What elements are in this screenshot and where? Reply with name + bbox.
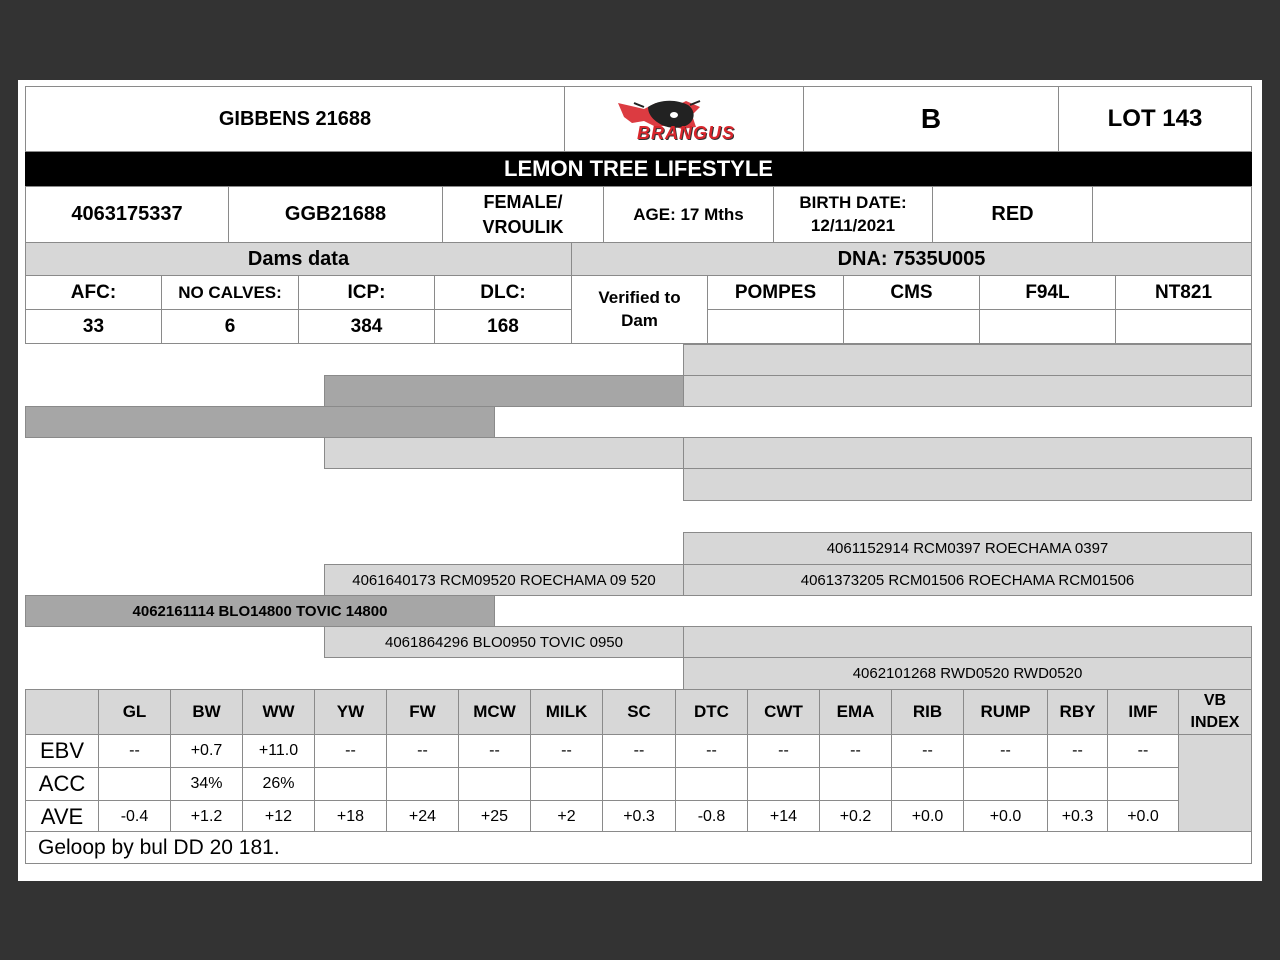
no-calves-value: 6 [161,309,299,344]
ebv-col-sc: SC [602,689,676,735]
ebv-acc-gl [98,767,171,801]
grade: B [803,86,1059,152]
ebv-ave-sc: +0.3 [602,800,676,834]
ebv-corner-cell [25,689,99,735]
pedigree-dam-dam: 4061864296 BLO0950 TOVIC 0950 [324,626,684,658]
ebv-acc-rump [963,767,1048,801]
extra-cell [1092,186,1252,243]
pedigree-dam-sire-dam: 4061373205 RCM01506 ROECHAMA RCM01506 [683,564,1252,596]
ebv-acc-bw: 34% [170,767,243,801]
ebv-ave-rby: +0.3 [1047,800,1108,834]
ebv-ebv-rby: -- [1047,734,1108,768]
age: AGE: 17 Mths [603,186,774,243]
pedigree-sire [25,406,495,438]
ebv-ave-yw: +18 [314,800,387,834]
logo-text: BRANGUS [637,123,736,143]
ebv-ave-imf: +0.0 [1107,800,1179,834]
ebv-ebv-yw: -- [314,734,387,768]
ebv-ave-ema: +0.2 [819,800,892,834]
pedigree-dam: 4062161114 BLO14800 TOVIC 14800 [25,595,495,627]
pedigree-sire-sire [324,375,684,407]
pedigree-dam-dam-sire [683,626,1252,658]
ebv-col-cwt: CWT [747,689,820,735]
ebv-ave-fw: +24 [386,800,459,834]
ebv-ebv-sc: -- [602,734,676,768]
icp-label: ICP: [298,275,435,310]
ebv-ave-rib: +0.0 [891,800,964,834]
lot-title: LEMON TREE LIFESTYLE [25,152,1252,186]
dlc-label: DLC: [434,275,572,310]
pedigree-sire-dam [324,437,684,469]
ebv-ave-milk: +2 [530,800,603,834]
pedigree-dam-sire-sire: 4061152914 RCM0397 ROECHAMA 0397 [683,532,1252,565]
dna-title: DNA: 7535U005 [571,242,1252,276]
pedigree-sire-dam-dam [683,468,1252,501]
ebv-ebv-cwt: -- [747,734,820,768]
id-number: 4063175337 [25,186,229,243]
ebv-acc-fw [386,767,459,801]
ebv-col-bw: BW [170,689,243,735]
afc-value: 33 [25,309,162,344]
ebv-col-milk: MILK [530,689,603,735]
ebv-col-rib: RIB [891,689,964,735]
result-cms [843,309,980,344]
no-calves-label: NO CALVES: [161,275,299,310]
animal-name: GIBBENS 21688 [25,86,565,152]
vb-index-value [1178,734,1252,834]
ebv-row-label-acc: ACC [25,767,99,801]
ebv-ebv-ww: +11.0 [242,734,315,768]
colour: RED [932,186,1093,243]
ebv-col-mcw: MCW [458,689,531,735]
ebv-acc-rby [1047,767,1108,801]
birth-date-cell [773,186,933,243]
pedigree-dam-dam-dam: 4062101268 RWD0520 RWD0520 [683,657,1252,690]
ebv-row-label-ebv: EBV [25,734,99,768]
ebv-acc-imf [1107,767,1179,801]
test-nt821: NT821 [1115,275,1252,310]
ebv-col-ww: WW [242,689,315,735]
ebv-acc-milk [530,767,603,801]
pedigree-dam-sire: 4061640173 RCM09520 ROECHAMA 09 520 [324,564,684,596]
verified-line1: Verified to [598,287,681,307]
sex-cell [442,186,604,243]
pedigree-sire-dam-sire [683,437,1252,469]
vb-index-header [1178,689,1252,735]
ebv-ave-cwt: +14 [747,800,820,834]
ebv-ebv-mcw: -- [458,734,531,768]
test-pompes: POMPES [707,275,844,310]
ebv-ave-mcw: +25 [458,800,531,834]
pedigree-sire-sire-dam [683,375,1252,407]
lot-number: LOT 143 [1058,86,1252,152]
ebv-ebv-bw: +0.7 [170,734,243,768]
ebv-acc-yw [314,767,387,801]
ebv-col-ema: EMA [819,689,892,735]
animal-code: GGB21688 [228,186,443,243]
ebv-ebv-dtc: -- [675,734,748,768]
verified-to-dam [571,275,708,344]
sex-line2: VROULIK [482,216,564,237]
dams-data-title: Dams data [25,242,572,276]
ebv-col-imf: IMF [1107,689,1179,735]
birth-date-value: 12/11/2021 [810,215,896,235]
ebv-ave-bw: +1.2 [170,800,243,834]
ebv-acc-sc [602,767,676,801]
ebv-acc-dtc [675,767,748,801]
ebv-ebv-milk: -- [530,734,603,768]
ebv-acc-mcw [458,767,531,801]
vb-index-line1: VB [1203,692,1227,710]
ebv-acc-rib [891,767,964,801]
ebv-row-label-ave: AVE [25,800,99,834]
sex-line1: FEMALE/ [483,192,563,213]
ebv-col-rump: RUMP [963,689,1048,735]
ebv-col-dtc: DTC [675,689,748,735]
result-f94l [979,309,1116,344]
ebv-acc-cwt [747,767,820,801]
ebv-col-gl: GL [98,689,171,735]
result-pompes [707,309,844,344]
ebv-acc-ema [819,767,892,801]
test-cms: CMS [843,275,980,310]
dlc-value: 168 [434,309,572,344]
verified-line2: Dam [621,310,658,330]
ebv-ave-dtc: -0.8 [675,800,748,834]
result-nt821 [1115,309,1252,344]
icp-value: 384 [298,309,435,344]
ebv-ave-gl: -0.4 [98,800,171,834]
ebv-ebv-rump: -- [963,734,1048,768]
ebv-col-fw: FW [386,689,459,735]
ebv-ebv-rib: -- [891,734,964,768]
pedigree-sire-sire-sire [683,344,1252,376]
test-f94l: F94L [979,275,1116,310]
ebv-ebv-ema: -- [819,734,892,768]
note: Geloop by bul DD 20 181. [25,831,1252,864]
vb-index-line2: INDEX [1190,714,1240,731]
afc-label: AFC: [25,275,162,310]
brangus-logo [564,86,804,152]
ebv-acc-ww: 26% [242,767,315,801]
ebv-col-yw: YW [314,689,387,735]
ebv-ebv-fw: -- [386,734,459,768]
ebv-ave-ww: +12 [242,800,315,834]
birth-date-label: BIRTH DATE: [799,192,907,212]
ebv-ebv-imf: -- [1107,734,1179,768]
ebv-col-rby: RBY [1047,689,1108,735]
ebv-ebv-gl: -- [98,734,171,768]
ebv-ave-rump: +0.0 [963,800,1048,834]
